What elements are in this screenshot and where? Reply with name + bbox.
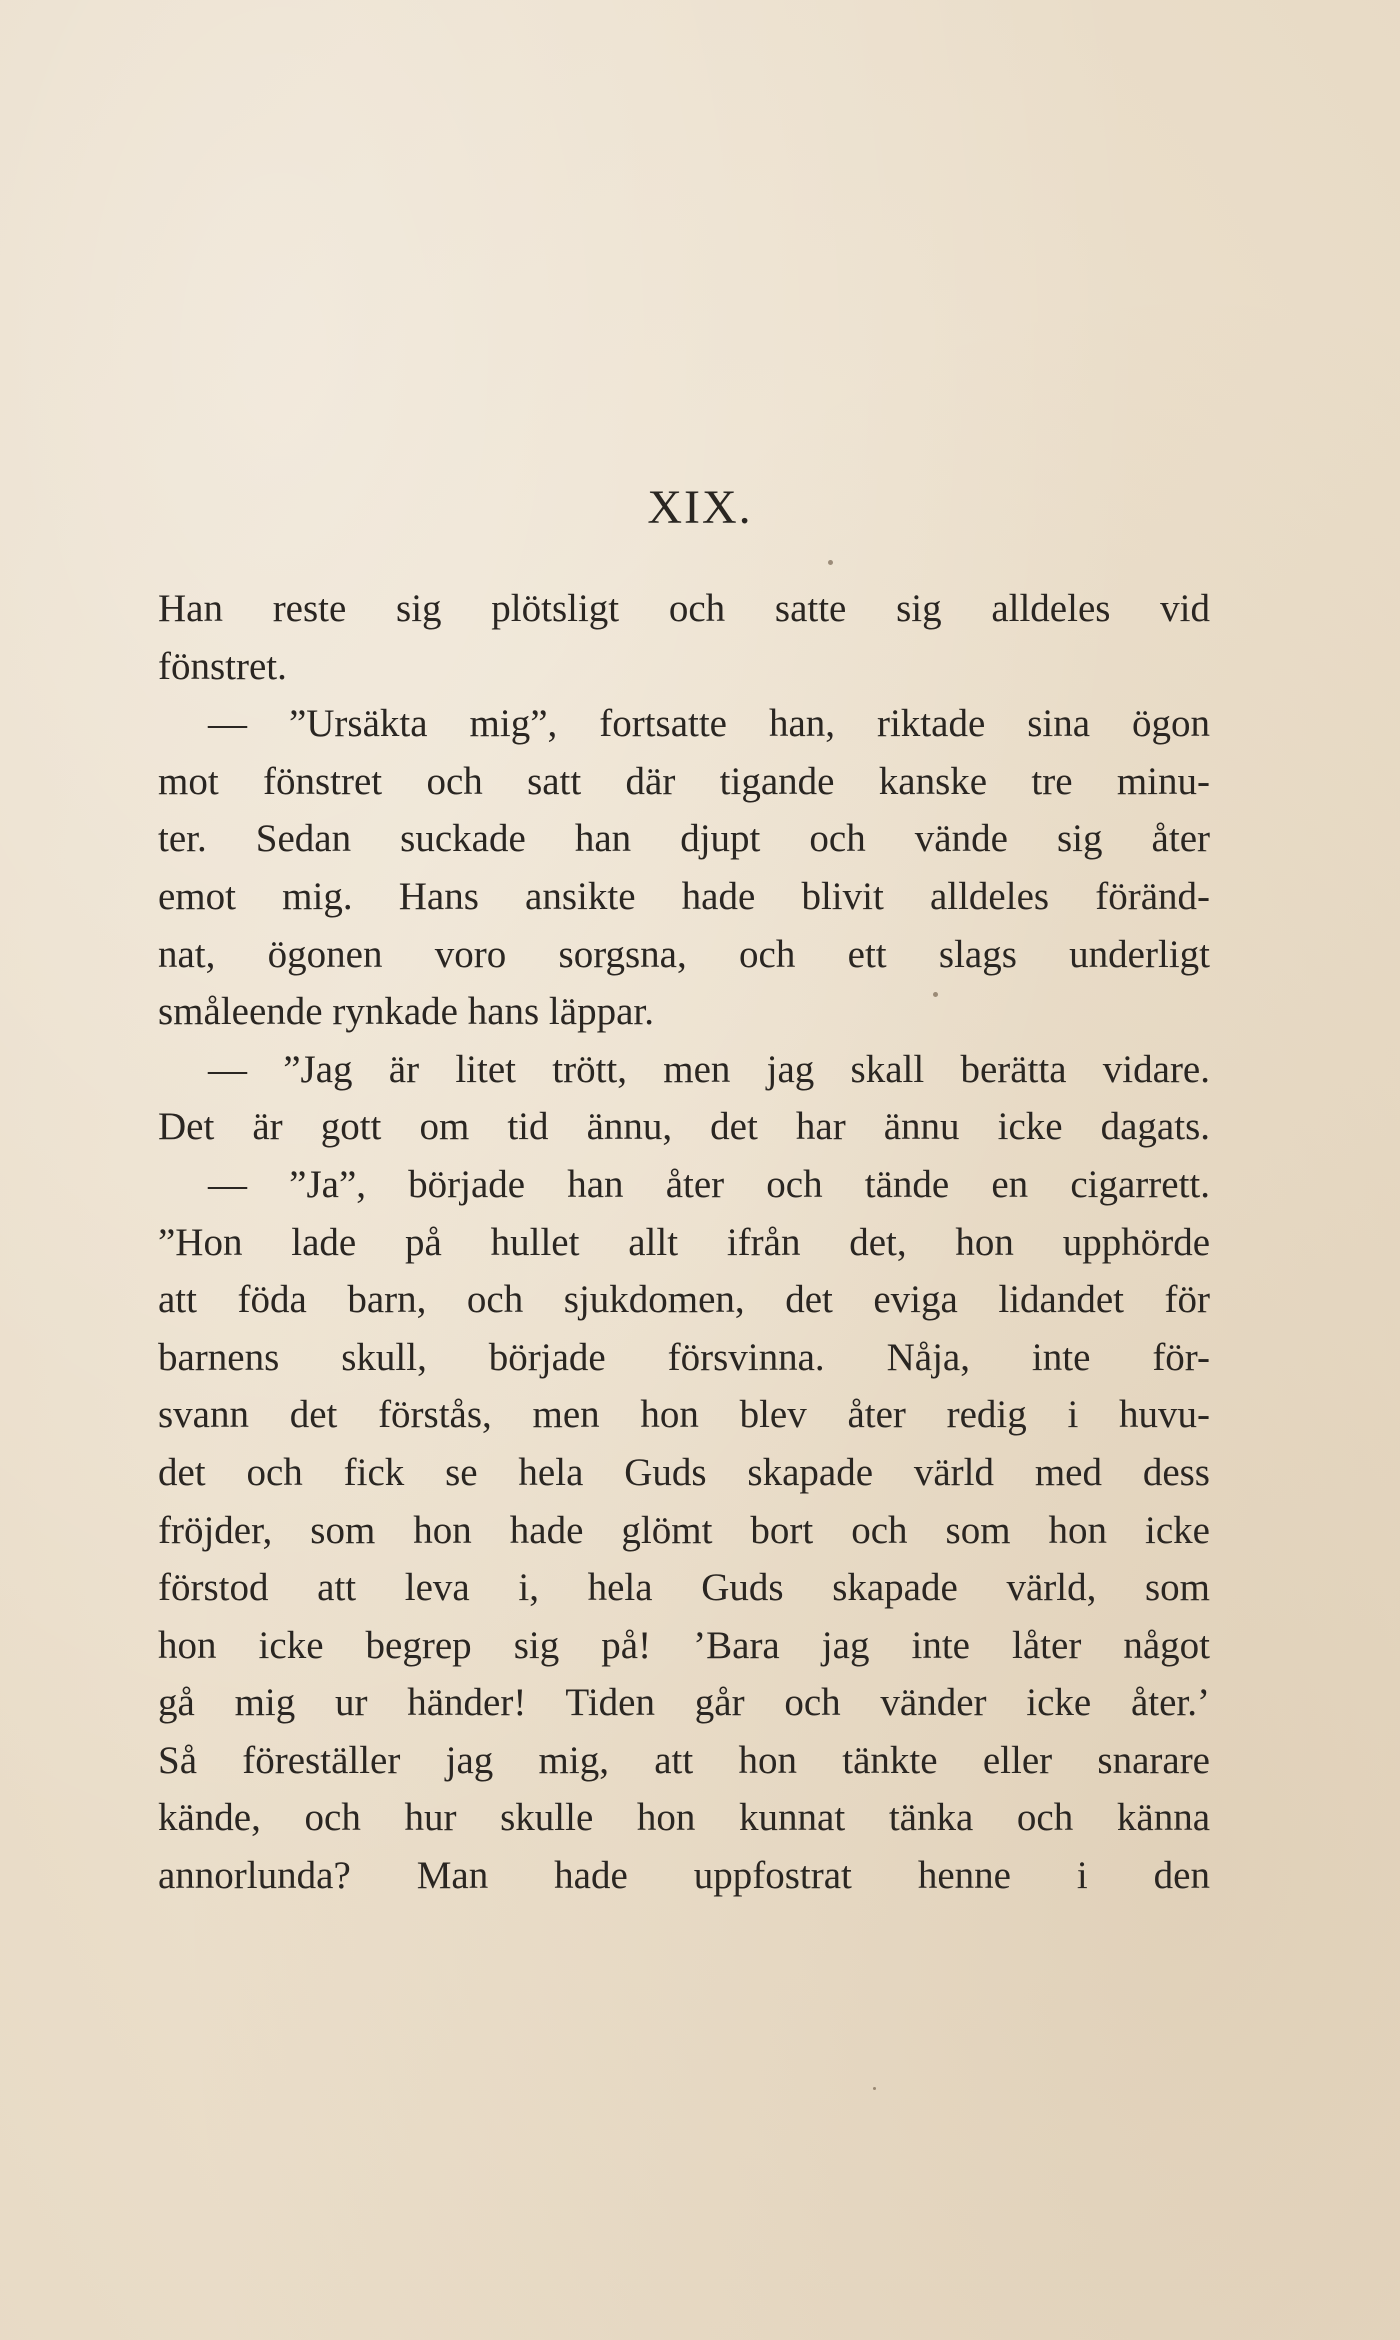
paper-speck [828,560,833,565]
text-line: att föda barn, och sjukdomen, det eviga lidandet för [158,1278,1210,1322]
paper-speck [933,992,938,997]
text-line: emot mig. Hans ansikte hade blivit alldeles föränd- [158,874,1210,918]
text-line: Det är gott om tid ännu, det har ännu icke dagats. [158,1105,1210,1149]
text-line: Han reste sig plötsligt och satte sig alldeles vid [158,587,1210,630]
text-line: fönstret. [158,644,287,688]
paper-speck [873,2087,876,2090]
text-line: — ”Ja”, började han åter och tände en cigarrett. [208,1162,1210,1206]
text-line: mot fönstret och satt där tigande kanske tre minu- [158,759,1210,803]
text-line: kände, och hur skulle hon kunnat tänka och känna [158,1796,1210,1840]
text-line: småleende rynkade hans läppar. [158,990,654,1034]
text-line: Så föreställer jag mig, att hon tänkte eller snarare [158,1738,1210,1782]
text-line: nat, ögonen voro sorgsna, och ett slags underligt [158,932,1210,976]
text-line: fröjder, som hon hade glömt bort och som hon icke [158,1508,1210,1552]
text-line: ter. Sedan suckade han djupt och vände sig åter [158,817,1210,861]
text-line: — ”Jag är litet trött, men jag skall berätta vidare. [208,1047,1210,1091]
chapter-heading: XIX. [647,481,753,534]
text-line: förstod att leva i, hela Guds skapade värld, som [158,1566,1210,1610]
text-line: barnens skull, började försvinna. Nåja, inte för- [158,1335,1210,1379]
text-line: gå mig ur händer! Tiden går och vänder icke åter.’ [158,1681,1210,1725]
text-line: ”Hon lade på hullet allt ifrån det, hon upphörde [158,1220,1210,1264]
text-line: svann det förstås, men hon blev åter redig i huvu- [158,1393,1210,1437]
text-line: det och fick se hela Guds skapade värld med dess [158,1450,1210,1494]
text-line: annorlunda? Man hade uppfostrat henne i den [158,1854,1210,1898]
text-line: hon icke begrep sig på! ’Bara jag inte låter något [158,1623,1210,1667]
body-text [158,580,1210,1905]
text-line: — ”Ursäkta mig”, fortsatte han, riktade sina ögon [208,702,1210,746]
